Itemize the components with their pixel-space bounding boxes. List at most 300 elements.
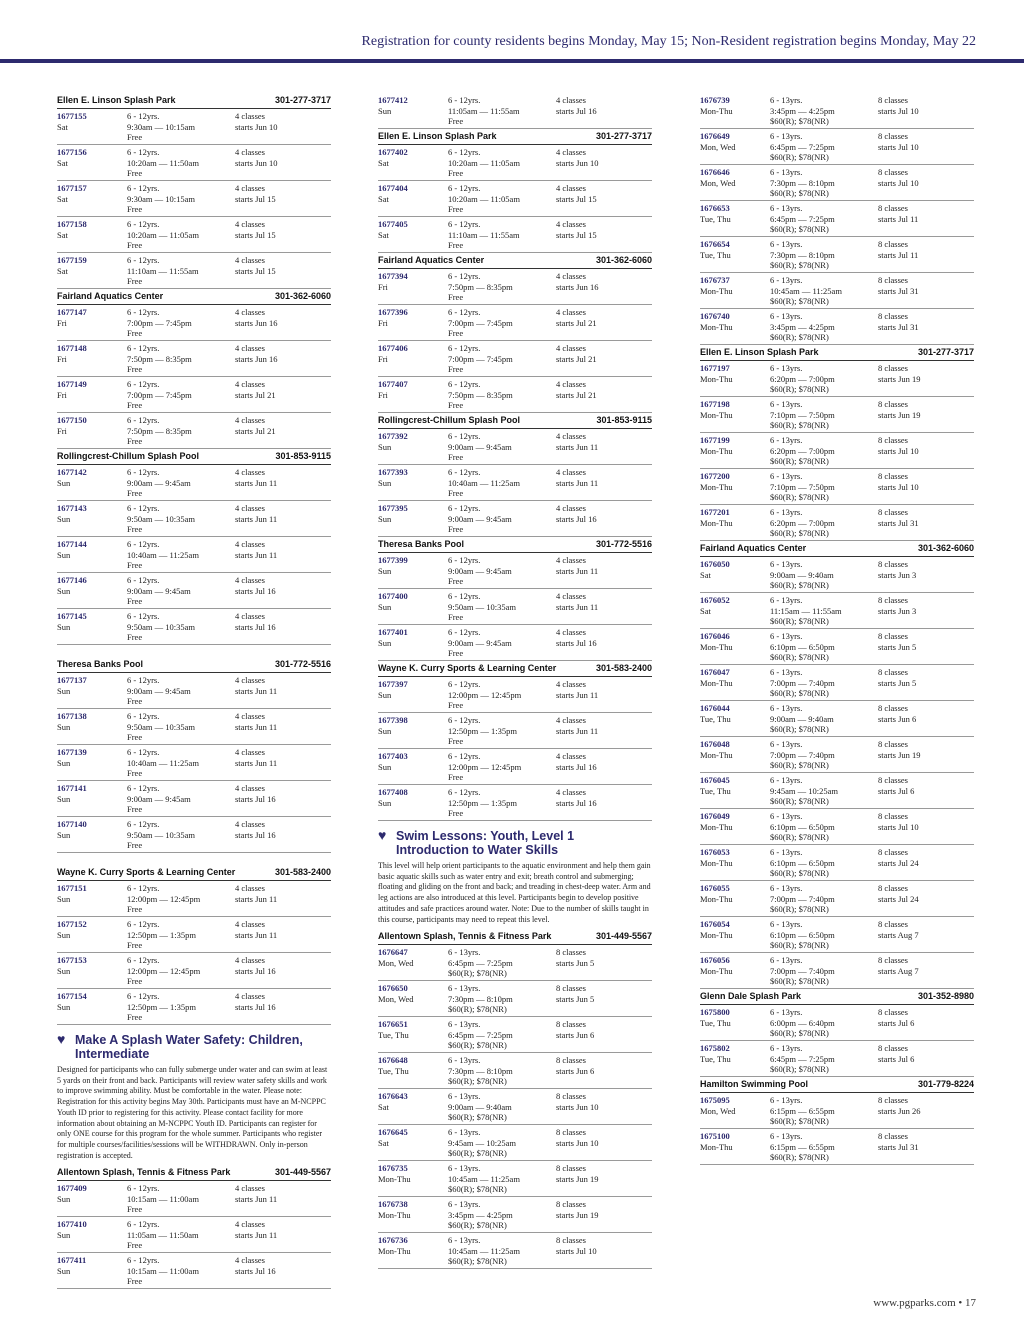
course-start: starts Jul 21 [235, 425, 276, 436]
course-row [700, 505, 974, 541]
column-right [700, 93, 974, 1165]
course-schedule-cell [556, 591, 652, 612]
course-code[interactable]: 1677392 [378, 431, 408, 441]
course-code-cell [700, 667, 770, 688]
course-row [378, 377, 652, 413]
course-ages: 6 - 12yrs. [448, 307, 481, 317]
course-time: 11:05am — 11:55am [448, 105, 520, 116]
course-row [700, 629, 974, 665]
course-code[interactable]: 1676050 [700, 559, 730, 569]
course-code-cell [700, 955, 770, 976]
course-ages: 6 - 13yrs. [770, 363, 803, 373]
course-start: starts Jul 31 [878, 321, 919, 332]
course-time: 6:45pm — 7:25pm [448, 1029, 513, 1040]
course-fee: $60(R); $78(NR) [770, 724, 829, 734]
course-fee: $60(R); $78(NR) [770, 492, 829, 502]
course-start: starts Jul 10 [878, 821, 919, 832]
course-day: Mon-Thu [700, 857, 733, 868]
course-code-cell [378, 219, 448, 240]
course-ages: 6 - 13yrs. [770, 631, 803, 641]
course-details-cell [770, 847, 878, 879]
course-code[interactable]: 1676736 [378, 1235, 408, 1246]
course-code[interactable]: 1677197 [700, 363, 730, 373]
venue-name: Wayne K. Curry Sports & Learning Center [378, 663, 557, 673]
course-day: Mon-Thu [700, 517, 733, 528]
course-code[interactable]: 1676738 [378, 1199, 408, 1210]
course-code-cell [700, 631, 770, 652]
course-code[interactable]: 1677142 [57, 467, 87, 477]
course-day: Mon-Thu [700, 1141, 733, 1152]
course-schedule-cell [556, 467, 652, 488]
course-code[interactable]: 1677397 [378, 679, 408, 689]
course-code[interactable]: 1677141 [57, 783, 87, 793]
course-fee: Free [127, 204, 143, 214]
course-ages: 6 - 12yrs. [127, 919, 160, 929]
course-details-cell [127, 183, 235, 215]
course-details-cell [127, 819, 235, 851]
course-time: 10:40am — 11:25am [127, 549, 199, 560]
course-code[interactable]: 1677402 [378, 147, 408, 157]
course-row [700, 1129, 974, 1165]
course-code-cell [378, 591, 448, 612]
course-schedule-cell [556, 1019, 652, 1040]
course-code[interactable]: 1675802 [700, 1043, 730, 1053]
course-start: starts Jun 11 [235, 1229, 278, 1240]
course-title-line: Introduction to Water Skills [396, 843, 559, 857]
course-classes: 4 classes [235, 1219, 265, 1230]
course-start: starts Jul 11 [878, 249, 919, 260]
course-classes: 4 classes [556, 431, 586, 441]
course-classes: 4 classes [235, 919, 265, 929]
course-ages: 6 - 13yrs. [770, 559, 803, 569]
course-day: Tue, Thu [700, 1017, 731, 1028]
course-row [700, 737, 974, 773]
course-code[interactable]: 1677199 [700, 435, 730, 445]
course-schedule-cell [878, 131, 974, 152]
course-code-cell [378, 95, 448, 116]
course-row [378, 305, 652, 341]
course-code-cell [700, 131, 770, 152]
course-code[interactable]: 1677395 [378, 503, 408, 513]
course-ages: 6 - 13yrs. [770, 847, 803, 857]
course-code[interactable]: 1676739 [700, 95, 730, 105]
course-code[interactable]: 1677156 [57, 147, 87, 157]
course-start: starts Jun 6 [556, 1065, 595, 1076]
course-ages: 6 - 12yrs. [448, 555, 481, 565]
course-code[interactable]: 1676645 [378, 1127, 408, 1138]
course-code[interactable]: 1677200 [700, 471, 730, 481]
course-day: Mon-Thu [700, 677, 733, 688]
course-code[interactable]: 1677406 [378, 343, 408, 353]
course-code[interactable]: 1677144 [57, 539, 87, 549]
course-ages: 6 - 13yrs. [770, 739, 803, 749]
venue-phone: 301-853-9115 [275, 451, 331, 461]
course-code[interactable]: 1677399 [378, 555, 408, 565]
course-code[interactable]: 1676647 [378, 947, 408, 958]
course-code[interactable]: 1677147 [57, 307, 87, 317]
course-code[interactable]: 1677405 [378, 219, 408, 229]
course-code[interactable]: 1676737 [700, 275, 730, 285]
course-time: 6:45pm — 7:25pm [770, 1053, 835, 1064]
course-code[interactable]: 1677400 [378, 591, 408, 601]
venue-phone: 301-277-3717 [274, 95, 331, 105]
course-code-cell [700, 1043, 770, 1064]
course-row [700, 557, 974, 593]
course-time: 6:20pm — 7:00pm [770, 445, 835, 456]
course-code[interactable]: 1675095 [700, 1095, 730, 1105]
course-day: Sun [57, 1265, 71, 1276]
course-schedule-cell [878, 595, 974, 616]
course-code[interactable]: 1676740 [700, 311, 730, 321]
course-code[interactable]: 1676735 [378, 1163, 408, 1174]
course-code[interactable]: 1677411 [57, 1255, 87, 1266]
course-row [700, 361, 974, 397]
course-classes: 4 classes [235, 415, 265, 425]
course-day: Sun [378, 725, 392, 736]
course-row [378, 1017, 652, 1053]
course-code[interactable]: 1676047 [700, 667, 730, 677]
course-classes: 8 classes [878, 559, 908, 569]
course-code[interactable]: 1677401 [378, 627, 408, 637]
course-code[interactable]: 1676643 [378, 1091, 408, 1102]
course-code[interactable]: 1677150 [57, 415, 87, 425]
course-day: Fri [378, 317, 388, 328]
course-code[interactable]: 1676048 [700, 739, 730, 749]
course-schedule-cell [878, 471, 974, 492]
course-schedule-cell [235, 1183, 331, 1204]
course-code[interactable]: 1677157 [57, 183, 87, 193]
course-fee: $60(R); $78(NR) [770, 1064, 829, 1074]
course-ages: 6 - 13yrs. [770, 239, 803, 249]
course-code-cell [57, 1183, 127, 1204]
venue-name: Fairland Aquatics Center [57, 291, 164, 301]
course-day: Sun [57, 965, 71, 976]
course-fee: Free [448, 364, 464, 374]
course-ages: 6 - 12yrs. [127, 111, 160, 121]
course-ages: 6 - 13yrs. [770, 1043, 803, 1053]
course-code[interactable]: 1677404 [378, 183, 408, 193]
course-row [700, 165, 974, 201]
course-details-cell [448, 467, 556, 499]
course-details-cell [770, 1007, 878, 1039]
course-details-cell [127, 575, 235, 607]
course-row [378, 1197, 652, 1233]
course-classes: 4 classes [235, 575, 265, 585]
course-time: 9:00am — 9:45am [127, 793, 191, 804]
course-ages: 6 - 12yrs. [127, 611, 160, 621]
course-day: Sun [378, 761, 392, 772]
course-time: 6:20pm — 7:00pm [770, 517, 835, 528]
course-fee: Free [448, 452, 464, 462]
course-start: starts Jul 15 [235, 229, 276, 240]
course-code[interactable]: 1677137 [57, 675, 87, 685]
course-code-cell [57, 747, 127, 768]
course-ages: 6 - 13yrs. [448, 947, 481, 958]
course-row [378, 145, 652, 181]
course-classes: 8 classes [878, 435, 908, 445]
course-time: 9:00am — 9:45am [448, 513, 512, 524]
course-code[interactable]: 1676650 [378, 983, 408, 994]
course-schedule-cell [878, 883, 974, 904]
course-schedule-cell [878, 919, 974, 940]
course-code[interactable]: 1677198 [700, 399, 730, 409]
course-row [700, 1005, 974, 1041]
course-day: Sat [700, 569, 711, 580]
course-day: Sat [57, 265, 68, 276]
venue-phone: 301-779-8224 [917, 1079, 974, 1089]
course-start: starts Jun 11 [556, 441, 599, 452]
course-code-cell [378, 1199, 448, 1220]
course-code[interactable]: 1676046 [700, 631, 730, 641]
course-schedule-cell [878, 811, 974, 832]
course-start: starts Jul 16 [235, 621, 276, 632]
course-start: starts Jun 11 [235, 757, 278, 768]
course-schedule-cell [235, 343, 331, 364]
course-details-cell [127, 955, 235, 987]
course-code-cell [57, 783, 127, 804]
course-classes: 4 classes [235, 611, 265, 621]
course-code-cell [700, 1131, 770, 1152]
course-code[interactable]: 1677148 [57, 343, 87, 353]
course-day: Tue, Thu [700, 1053, 731, 1064]
course-time: 11:05am — 11:50am [127, 1229, 199, 1240]
course-classes: 8 classes [556, 1019, 586, 1030]
course-code[interactable]: 1676054 [700, 919, 730, 929]
course-code[interactable]: 1677403 [378, 751, 408, 761]
course-classes: 4 classes [235, 783, 265, 793]
course-day: Mon-Thu [700, 285, 733, 296]
course-code[interactable]: 1676646 [700, 167, 730, 177]
course-details-cell [127, 919, 235, 951]
course-code[interactable]: 1677149 [57, 379, 87, 389]
course-schedule-cell [235, 111, 331, 132]
course-classes: 8 classes [878, 1095, 908, 1105]
course-schedule-cell [235, 919, 331, 940]
course-code[interactable]: 1677201 [700, 507, 730, 517]
venue-name: Wayne K. Curry Sports & Learning Center [57, 867, 236, 877]
course-time: 11:10am — 11:55am [127, 265, 199, 276]
course-classes: 4 classes [235, 819, 265, 829]
course-row [700, 201, 974, 237]
course-code[interactable]: 1676649 [700, 131, 730, 141]
course-time: 10:45am — 11:25am [448, 1173, 520, 1184]
course-schedule-cell [235, 183, 331, 204]
course-code[interactable]: 1677412 [378, 95, 408, 105]
course-start: starts Jun 11 [556, 689, 599, 700]
course-fee: Free [127, 400, 143, 410]
course-code-cell [700, 919, 770, 940]
course-code[interactable]: 1677393 [378, 467, 408, 477]
course-row [700, 93, 974, 129]
course-code[interactable]: 1675100 [700, 1131, 730, 1141]
course-start: starts Jun 16 [235, 353, 278, 364]
course-code[interactable]: 1676053 [700, 847, 730, 857]
course-schedule-cell [235, 575, 331, 596]
course-code[interactable]: 1677143 [57, 503, 87, 513]
venue-phone: 301-772-5516 [274, 659, 331, 669]
course-start: starts Jul 31 [878, 517, 919, 528]
course-code-cell [57, 415, 127, 436]
course-code[interactable]: 1677140 [57, 819, 87, 829]
course-code[interactable]: 1677407 [378, 379, 408, 389]
course-code[interactable]: 1677158 [57, 219, 87, 229]
course-code[interactable]: 1677394 [378, 271, 408, 281]
course-start: starts Jun 11 [235, 893, 278, 904]
course-details-cell [770, 559, 878, 591]
course-schedule-cell [235, 711, 331, 732]
course-row [57, 181, 331, 217]
course-day: Fri [378, 281, 388, 292]
course-schedule-cell [878, 1131, 974, 1152]
course-ages: 6 - 13yrs. [770, 1095, 803, 1105]
course-code-cell [378, 183, 448, 204]
course-fee: $60(R); $78(NR) [770, 188, 829, 198]
course-code[interactable]: 1677410 [57, 1219, 87, 1230]
course-code[interactable]: 1677408 [378, 787, 408, 797]
course-code[interactable]: 1676056 [700, 955, 730, 965]
course-classes: 4 classes [235, 503, 265, 513]
course-classes: 4 classes [235, 675, 265, 685]
course-ages: 6 - 13yrs. [770, 595, 803, 605]
course-ages: 6 - 13yrs. [448, 1235, 481, 1246]
course-row [57, 1181, 331, 1217]
course-time: 7:30pm — 8:10pm [448, 1065, 513, 1076]
course-time: 10:20am — 11:05am [127, 229, 199, 240]
course-time: 6:00pm — 6:40pm [770, 1017, 835, 1028]
course-ages: 6 - 13yrs. [770, 275, 803, 285]
course-classes: 4 classes [556, 787, 586, 797]
course-ages: 6 - 12yrs. [448, 219, 481, 229]
course-code[interactable]: 1677138 [57, 711, 87, 721]
course-schedule-cell [878, 1007, 974, 1028]
course-time: 12:00pm — 12:45pm [127, 893, 201, 904]
course-code[interactable]: 1677398 [378, 715, 408, 725]
course-schedule-cell [556, 431, 652, 452]
course-ages: 6 - 12yrs. [127, 1255, 160, 1266]
course-ages: 6 - 12yrs. [127, 539, 160, 549]
course-time: 6:10pm — 6:50pm [770, 857, 835, 868]
course-fee: Free [448, 204, 464, 214]
course-code[interactable]: 1676648 [378, 1055, 408, 1066]
course-code[interactable]: 1677155 [57, 111, 87, 121]
course-schedule-cell [878, 203, 974, 224]
course-schedule-cell [556, 1199, 652, 1220]
course-day: Mon, Wed [700, 141, 736, 152]
course-day: Sat [57, 121, 68, 132]
course-schedule-cell [878, 955, 974, 976]
course-code[interactable]: 1677153 [57, 955, 87, 965]
course-code[interactable]: 1676049 [700, 811, 730, 821]
course-day: Sat [700, 605, 711, 616]
course-time: 9:50am — 10:35am [127, 721, 195, 732]
course-time: 7:00pm — 7:40pm [770, 749, 835, 760]
course-code[interactable]: 1676654 [700, 239, 730, 249]
course-classes: 4 classes [235, 1183, 265, 1194]
course-code-cell [700, 363, 770, 384]
course-schedule-cell [878, 703, 974, 724]
course-row [57, 953, 331, 989]
course-time: 10:45am — 11:25am [770, 285, 842, 296]
course-classes: 8 classes [556, 947, 586, 958]
course-details-cell [770, 667, 878, 699]
course-code[interactable]: 1677152 [57, 919, 87, 929]
header-rule [0, 59, 1024, 63]
course-code[interactable]: 1676052 [700, 595, 730, 605]
course-time: 12:50pm — 1:35pm [448, 797, 517, 808]
course-schedule-cell [235, 819, 331, 840]
course-row [700, 397, 974, 433]
course-details-cell [127, 379, 235, 411]
course-code-cell [57, 819, 127, 840]
course-row [378, 181, 652, 217]
course-code-cell [378, 343, 448, 364]
course-ages: 6 - 12yrs. [448, 467, 481, 477]
course-fee: Free [448, 400, 464, 410]
course-start: starts Jul 10 [878, 105, 919, 116]
course-schedule-cell [878, 775, 974, 796]
course-code[interactable]: 1676055 [700, 883, 730, 893]
course-details-cell [448, 751, 556, 783]
course-time: 10:15am — 11:00am [127, 1265, 199, 1276]
course-day: Sun [57, 585, 71, 596]
course-code[interactable]: 1677145 [57, 611, 87, 621]
course-code[interactable]: 1677151 [57, 883, 87, 893]
course-fee: $60(R); $78(NR) [770, 116, 829, 126]
course-classes: 8 classes [878, 239, 908, 249]
course-classes: 4 classes [556, 343, 586, 353]
course-ages: 6 - 13yrs. [770, 95, 803, 105]
course-fee: Free [448, 612, 464, 622]
course-schedule-cell [556, 787, 652, 808]
course-start: starts Jun 11 [235, 929, 278, 940]
course-ages: 6 - 13yrs. [770, 811, 803, 821]
venue-header [57, 865, 331, 881]
course-time: 9:00am — 9:45am [448, 637, 512, 648]
course-code[interactable]: 1676045 [700, 775, 730, 785]
course-time: 9:30am — 10:15am [127, 121, 195, 132]
course-day: Sun [57, 685, 71, 696]
course-code-cell [700, 703, 770, 724]
course-time: 9:00am — 9:40am [770, 569, 834, 580]
course-start: starts Jul 16 [556, 761, 597, 772]
course-code[interactable]: 1677139 [57, 747, 87, 757]
course-time: 6:45pm — 7:25pm [770, 213, 835, 224]
course-start: starts Jul 15 [235, 193, 276, 204]
course-time: 9:00am — 9:45am [448, 441, 512, 452]
course-code[interactable]: 1677154 [57, 991, 87, 1001]
course-fee: Free [127, 904, 143, 914]
course-code[interactable]: 1676044 [700, 703, 730, 713]
course-code[interactable]: 1677396 [378, 307, 408, 317]
course-details-cell [770, 507, 878, 539]
course-code[interactable]: 1677159 [57, 255, 87, 265]
course-time: 9:45am — 10:25am [770, 785, 838, 796]
course-ages: 6 - 13yrs. [770, 471, 803, 481]
course-fee: Free [127, 1240, 143, 1251]
course-code[interactable]: 1676651 [378, 1019, 408, 1030]
course-day: Mon, Wed [378, 993, 414, 1004]
course-fee: $60(R); $78(NR) [448, 1076, 507, 1087]
course-details-cell [448, 307, 556, 339]
course-code[interactable]: 1676653 [700, 203, 730, 213]
course-code[interactable]: 1675800 [700, 1007, 730, 1017]
course-row [378, 1233, 652, 1269]
course-code[interactable]: 1677146 [57, 575, 87, 585]
course-code-cell [700, 399, 770, 420]
course-code[interactable]: 1677409 [57, 1183, 87, 1194]
course-time: 11:15am — 11:55am [770, 605, 842, 616]
course-time: 10:20am — 11:50am [127, 157, 199, 168]
